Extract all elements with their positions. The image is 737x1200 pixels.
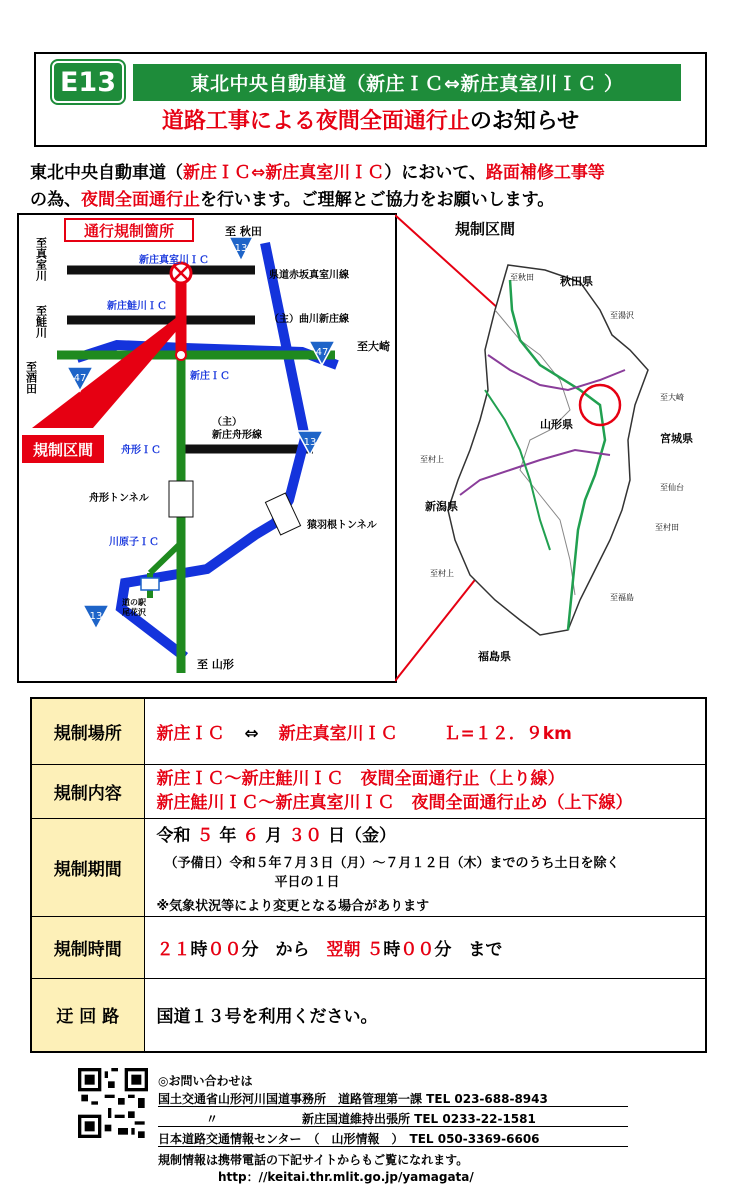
contact-line-3: 日本道路交通情報センター （ 山形情報 ） TEL 050-3369-6606: [158, 1132, 540, 1146]
svg-text:13: 13: [303, 437, 317, 448]
contact-rule-3: [158, 1146, 628, 1147]
label-to-sakata: 至酒田: [24, 361, 38, 394]
head-content: 規制内容: [31, 764, 144, 818]
head-place: 規制場所: [31, 698, 144, 764]
e13-route-badge: E13: [52, 61, 124, 103]
notice-title: [34, 104, 707, 135]
intro-part: を行います。ご理解とご協力をお願いします。: [200, 190, 555, 210]
row-place: [31, 698, 706, 764]
intro-section-red: 新庄ＩＣ⇔新庄真室川ＩＣ: [183, 163, 385, 183]
pref-akita: 秋田県: [560, 275, 593, 288]
pref-to-murata: 至村田: [655, 523, 679, 532]
time-unit-4: 分 まで: [434, 939, 503, 960]
period-day-unit: 日（金）: [328, 825, 397, 846]
shield-13-bottom: [83, 605, 109, 629]
label-ic-mamurogawa: 新庄真室川ＩＣ: [139, 255, 209, 266]
value-period: [144, 818, 706, 916]
label-road-funagata-1: （主）: [212, 417, 242, 428]
callout-label: 規制区間: [32, 441, 94, 459]
label-to-yamagata: 至 山形: [197, 658, 234, 671]
pref-yamagata: 山形県: [540, 418, 573, 431]
contact-rule-2: [158, 1126, 628, 1127]
pref-niigata: 新潟県: [425, 500, 458, 513]
pref-to-akita: 至秋田: [510, 273, 534, 282]
label-road-magarikawa: （主）曲川新庄線: [269, 314, 349, 325]
pref-to-murakami-2: 至村上: [430, 569, 454, 578]
pref-to-fukushima: 至福島: [610, 593, 634, 602]
value-detour: 国道１３号を利用ください。: [144, 978, 706, 1052]
label-tunnel-sarubane: 猿羽根トンネル: [307, 520, 377, 531]
label-to-mamurogawa: 至真室川: [34, 237, 48, 281]
contact-line-2: 〃 新庄国道維持出張所 TEL 0233-22-1581: [158, 1112, 536, 1126]
contact-rule-1: [158, 1106, 628, 1107]
row-content: [31, 764, 706, 818]
shield-13-top: [229, 237, 253, 261]
map-title: 通行規制箇所: [83, 222, 175, 240]
intro-closure-red: 夜間全面通行止: [81, 190, 200, 210]
place-length: Ｌ=１２．９km: [443, 723, 572, 744]
yamagata-outline: [448, 265, 648, 635]
label-tunnel-funagata: 舟形トンネル: [89, 493, 149, 504]
time-min-1: ００: [207, 939, 242, 960]
period-main: [157, 821, 706, 846]
head-detour: 迂 回 路: [31, 978, 144, 1052]
value-time: [144, 916, 706, 978]
time-hour-1: ２１: [156, 939, 191, 960]
regulation-table: [30, 697, 707, 1053]
pref-to-sendai: 至仙台: [660, 483, 684, 492]
time-min-2: ００: [400, 939, 435, 960]
intro-work-red: 路面補修工事等: [485, 163, 605, 183]
label-ic-kawaragoi: 川原子ＩＣ: [109, 537, 159, 548]
callout-pointer: [32, 317, 185, 428]
roadside-station-icon: [141, 578, 159, 590]
period-day: ３０: [288, 825, 323, 846]
value-place: [144, 698, 706, 764]
tunnel-funagata-mark: [169, 481, 193, 517]
label-station-1: 道の駅: [122, 598, 146, 607]
period-note: ※気象状況等により変更となる場合があります: [156, 898, 430, 914]
period-year-unit: 年: [219, 825, 237, 846]
label-to-sakegawa: 至鮭川: [34, 305, 48, 338]
footer-mobile-note: 規制情報は携帯電話の下記サイトからもご覧になれます。: [158, 1153, 469, 1167]
intro-part: の為、: [30, 190, 81, 210]
period-era: 令和: [156, 825, 191, 846]
notice-title-suffix: のお知らせ: [469, 109, 580, 134]
head-period: 規制期間: [31, 818, 144, 916]
time-unit-1: 時: [190, 939, 208, 960]
pref-map-title: 規制区間: [455, 220, 516, 238]
time-hour-2: ５: [366, 939, 384, 960]
place-to: 新庄真室川ＩＣ: [278, 723, 398, 744]
value-content: [144, 764, 706, 818]
label-station-2: 尾花沢: [122, 608, 146, 617]
content-line-2: 新庄鮭川ＩＣ～新庄真室川ＩＣ 夜間全面通行止め（上下線）: [156, 793, 633, 813]
head-time: 規制時間: [31, 916, 144, 978]
svg-text:47: 47: [73, 373, 87, 384]
place-from: 新庄ＩＣ: [156, 723, 225, 744]
time-next-morning: 翌朝: [326, 939, 361, 960]
notice-title-red: 道路工事による夜間全面通行止: [161, 109, 470, 134]
qr-code: [78, 1068, 148, 1138]
intro-part: 東北中央自動車道（: [30, 163, 183, 183]
pref-miyagi: 宮城県: [660, 432, 693, 445]
svg-text:47: 47: [315, 347, 329, 358]
label-to-akita: 至 秋田: [225, 225, 262, 238]
time-unit-3: 時: [383, 939, 401, 960]
label-ic-sakegawa: 新庄鮭川ＩＣ: [107, 301, 167, 312]
period-month: ６: [242, 825, 260, 846]
place-arrow: ⇔: [244, 723, 259, 744]
content-line-1: 新庄ＩＣ～新庄鮭川ＩＣ 夜間全面通行止（上り線）: [156, 769, 565, 789]
time-unit-2: 分 から: [241, 939, 327, 960]
svg-text:13: 13: [234, 243, 248, 254]
intro-part: ）において、: [384, 163, 486, 183]
contact-heading: ◎お問い合わせは: [158, 1074, 253, 1088]
contact-line-1: 国土交通省山形河川国道事務所 道路管理第一課 TEL 023-688-8943: [158, 1092, 548, 1106]
local-map: [17, 213, 397, 683]
label-ic-shinjo: 新庄ＩＣ: [190, 371, 230, 382]
intro-text: [30, 160, 720, 214]
row-time: [31, 916, 706, 978]
route-banner: 東北中央自動車道（新庄ＩＣ⇔新庄真室川ＩＣ ）: [133, 64, 681, 101]
period-year: ５: [196, 825, 214, 846]
pref-to-osaki: 至大崎: [660, 393, 684, 402]
label-road-funagata-2: 新庄舟形線: [212, 430, 262, 441]
svg-text:13: 13: [89, 611, 103, 622]
period-month-unit: 月: [265, 825, 283, 846]
pref-to-murakami: 至村上: [420, 455, 444, 464]
period-spare-2: 平日の１日: [274, 874, 340, 890]
label-to-osaki: 至大崎: [357, 340, 390, 353]
row-detour: [31, 978, 706, 1052]
row-period: [31, 818, 706, 916]
period-spare-1: （予備日）令和５年７月３日（月）～７月１２日（木）までのうち土日を除く: [164, 855, 620, 871]
footer-url[interactable]: http：//keitai.thr.mlit.go.jp/yamagata/: [218, 1170, 474, 1184]
pref-to-yuzawa: 至湯沢: [610, 311, 634, 320]
pref-fukushima: 福島県: [478, 650, 511, 663]
ic-marker-shinjo: [176, 350, 186, 360]
label-ic-funagata: 舟形ＩＣ: [121, 445, 161, 456]
label-road-akasaka: 県道赤坂真室川線: [269, 270, 349, 281]
prefecture-map: [400, 240, 700, 670]
